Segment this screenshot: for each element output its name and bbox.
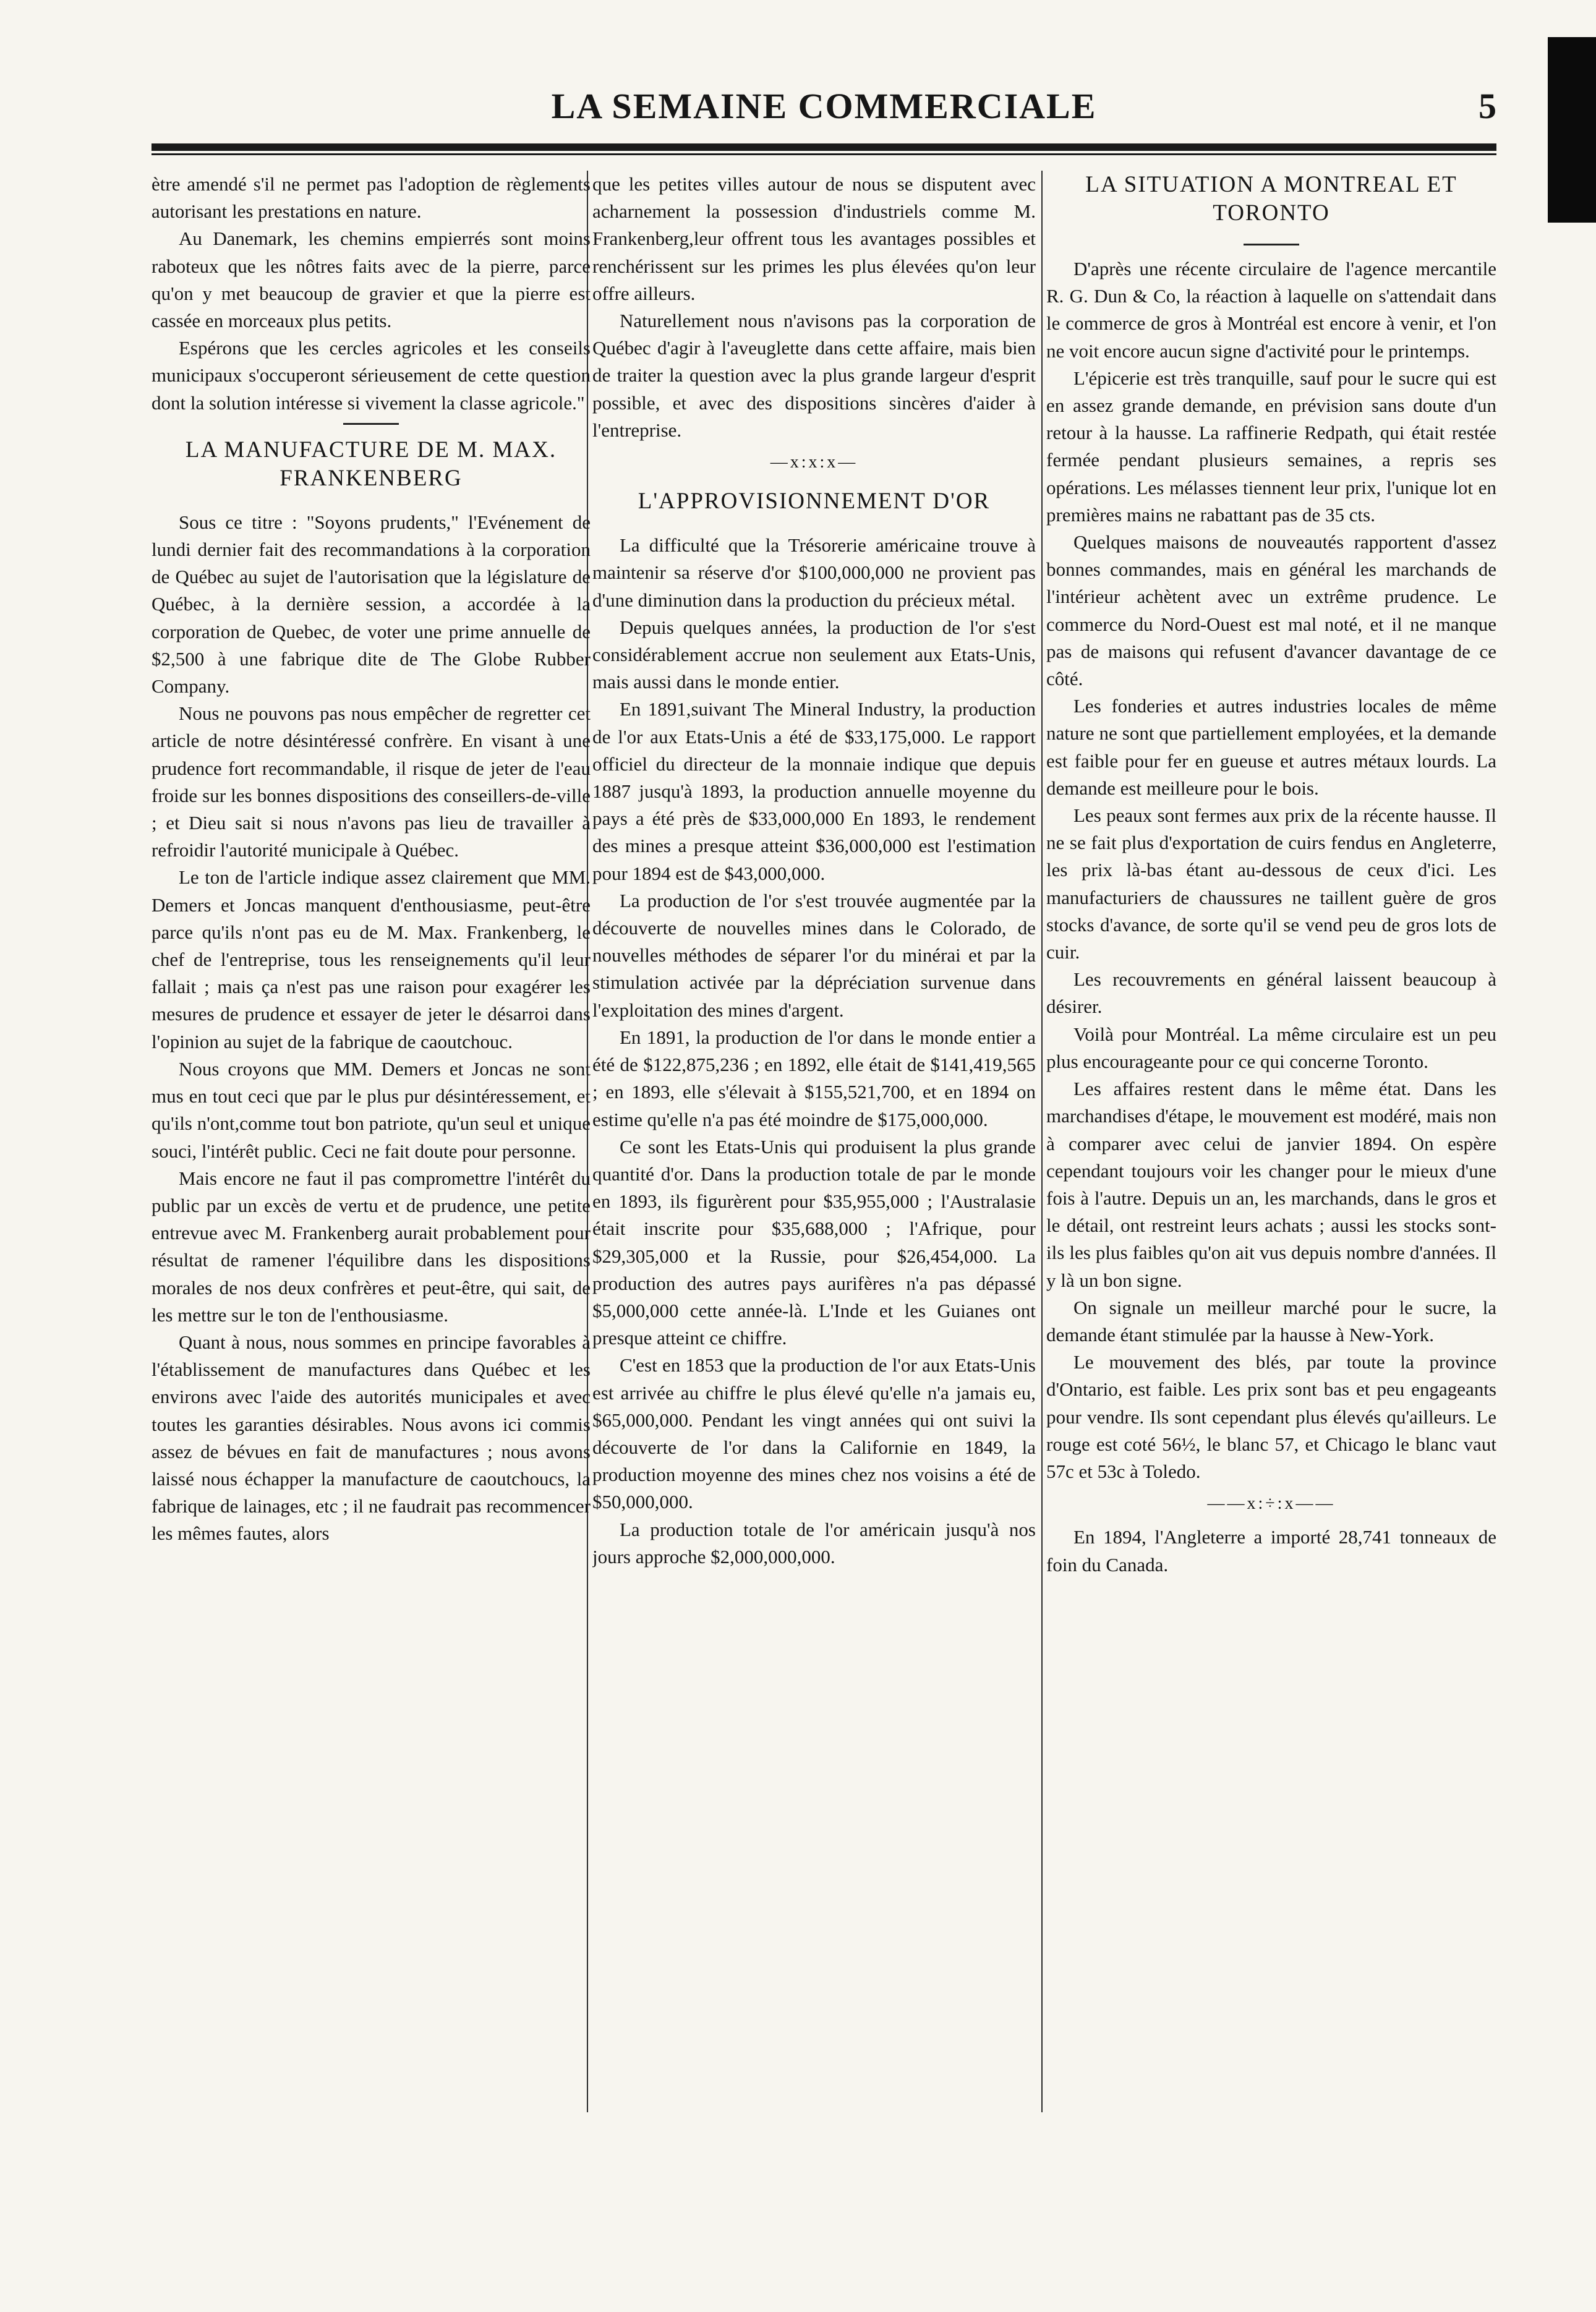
paragraph: Le mouvement des blés, par toute la province d'Ontario, est faible. Les prix sont bas et peu engageants pour vendre. Ils sont cependant plus élevés qu'ailleurs. Le rouge est coté 56½, le blanc 57, et Chicago le blanc vaut 57c et 53c à Toledo. — [1046, 1351, 1496, 1482]
paragraph: Les affaires restent dans le même état. Dans les marchandises d'étape, le mouvement est modéré, mais non à comparer avec celui de janvier 1894. On espère cependant toujours voir les changer pour le mieux d'une fois à l'autre. Depuis un an, les marchands, dans le gros et le détail, ont restreint leurs achats ; aussi les stocks sont-ils les plus faibles qu'on ait vus depuis nombre d'années. Il y là un bon signe. — [1046, 1078, 1496, 1291]
paragraph: Quant à nous, nous sommes en principe favorables à l'établissement de manufactures dans Québec et les environs avec l'aide des autorités municipales et avec toutes les garanties désirables. Nous avons ici commis assez de bévues en fait de manufactures ; nous avons laissé nous échapper la manufacture de caoutchoucs, la fabrique de lainages, etc ; il ne faudrait pas recommencer les mêmes fautes, alors — [151, 1331, 591, 1545]
paragraph: que les petites villes autour de nous se disputent avec acharnement la possession d'industriels comme M. Frankenberg,leur offrent tous les avantages possibles et renchérissent sur les primes les plus élevées qu'on leur offre ailleurs. — [592, 173, 1036, 304]
paragraph: Nous croyons que MM. Demers et Joncas ne sont mus en tout ceci que par le plus pur désintéressement, et qu'ils n'ont,comme tout bon patriote, qu'un seul et unique souci, l'intérêt public. Ceci ne fait doute pour personne. — [151, 1057, 591, 1162]
separator — [343, 423, 399, 425]
paragraph: La production de l'or s'est trouvée augmentée par la découverte de nouvelles mines dans le Colorado, de nouvelles méthodes de séparer l'or du minérai et par la stimulation activée par la dépréciation survenue dans l'exploitation des mines d'argent. — [592, 889, 1036, 1021]
paragraph: Les peaux sont fermes aux prix de la récente hausse. Il ne se fait plus d'exportation de cuirs fendus en Angleterre, les prix là-bas étant au-dessous de ceux d'ici. Les manufacturiers de chaussures ne taillent guère de gros stocks d'avance, de sorte qu'il se vend peu de gros lots de cuir. — [1046, 804, 1496, 963]
paragraph: La difficulté que la Trésorerie américaine trouve à maintenir sa réserve d'or $100,000,000 ne provient pas d'une diminution dans la production du précieux métal. — [592, 534, 1036, 611]
paragraph: L'épicerie est très tranquille, sauf pour le sucre qui est en assez grande demande, en prévision sans doute d'un retour à la hausse. La raffinerie Redpath, qui était restée fermée pendant plusieurs semaines, a repris ses opérations. Les mélasses tiennent leur prix, l'unique lot en premières mains ne rabattant pas de 35 cts. — [1046, 367, 1496, 526]
page-number: 5 — [1479, 86, 1496, 126]
paragraph: Naturellement nous n'avisons pas la corporation de Québec d'agir à l'aveuglette dans cette affaire, mais bien de traiter la question avec la plus grande largeur d'esprit possible, et avec des dispositions sincères d'aider à l'entreprise. — [592, 310, 1036, 441]
paragraph: C'est en 1853 que la production de l'or aux Etats-Unis est arrivée au chiffre le plus élevé qu'elle n'a jamais eu, $65,000,000. Pendant les vingt années qui ont suivi la découverte de l'or dans la Californie en 1849, la production moyenne des mines chez nos voisins a été de $50,000,000. — [592, 1354, 1036, 1513]
article-heading: L'APPROVISIONNEMENT D'OR — [638, 488, 991, 514]
paragraph: Ce sont les Etats-Unis qui produisent la plus grande quantité d'or. Dans la production totale de par le monde en 1893, ils figurèrent pour $35,955,000 ; l'Australasie était inscrite pour $35,688,000 ; l'Afrique, pour $29,305,000 et la Russie, pour $26,454,000. La production des autres pays aurifères n'a pas dépassé $5,000,000 cette année-là. L'Inde et les Guianes ont presque atteint ce chiffre. — [592, 1135, 1036, 1349]
paragraph: Sous ce titre : "Soyons prudents," l'Evénement de lundi dernier fait des recommandations à la corporation de Québec au sujet de l'autorisation que la législature de Québec, à la dernière session, a accordée à la corporation de Quebec, de voter une prime annuelle de $2,500 à une fabrique dite de The Globe Rubber Company. — [151, 511, 591, 697]
paragraph: La production totale de l'or américain jusqu'à nos jours approche $2,000,000,000. — [592, 1518, 1036, 1568]
paragraph: Les fonderies et autres industries locales de même nature ne sont que partiellement employées, et la demande est faible pour fer en gueuse et autres métaux lourds. La demande est meilleure pour le bois. — [1046, 695, 1496, 799]
article-heading: LA SITUATION A MONTREAL ET TORONTO — [1085, 172, 1457, 226]
paragraph: Nous ne pouvons pas nous empêcher de regretter cet article de notre désintéressé confrère. En visant à une prudence fort recommandable, il risque de jeter de l'eau froide sur les bonnes dispositions des conseillers-de-ville ; et Dieu sait si nous n'avons pas lieu de travailler à refroidir l'autorité municipale à Québec. — [151, 702, 591, 861]
paragraph: ètre amendé s'il ne permet pas l'adoption de règlements autorisant les prestations en nature. — [151, 173, 591, 223]
paragraph: On signale un meilleur marché pour le sucre, la demande étant stimulée par la hausse à New-York. — [1046, 1296, 1496, 1346]
column-divider — [1041, 171, 1043, 2112]
article-heading: LA MANUFACTURE DE M. MAX. FRANKENBERG — [185, 437, 557, 491]
column-3 — [1046, 171, 1496, 2112]
column-2 — [592, 171, 1036, 2112]
paragraph: Le ton de l'article indique assez clairement que MM. Demers et Joncas manquent d'enthousiasme, peut-être parce qu'ils n'ont pas eu de M. Max. Frankenberg, le chef de l'entreprise, tous les renseignements qu'il leur fallait ; mais ça n'est pas une raison pour exagérer les mesures de prudence et essayer de jeter le désarroi dans l'opinion au sujet de la fabrique de caoutchouc. — [151, 866, 591, 1052]
header-rule — [151, 143, 1496, 151]
paragraph: Quelques maisons de nouveautés rapportent d'assez bonnes commandes, mais en général les marchands de l'intérieur achètent avec un extrême prudence. Le commerce du Nord-Ouest est mal noté, et il ne manque pas de maisons qui refusent d'avancer davantage de ce côté. — [1046, 531, 1496, 690]
paragraph: Les recouvrements en général laissent beaucoup à désirer. — [1046, 968, 1496, 1018]
page-header — [151, 85, 1496, 141]
paragraph: Au Danemark, les chemins empierrés sont moins raboteux que les nôtres faits avec de la pierre, parce qu'on y met beaucoup de gravier et que la pierre est cassée en morceaux plus petits. — [151, 228, 591, 332]
paragraph: Espérons que les cercles agricoles et les conseils municipaux s'occuperont sérieusement de cette question dont la solution intéresse si vivement la classe agricole." — [151, 337, 591, 414]
scan-edge — [1548, 37, 1596, 223]
separator: —x:x:x— — [770, 453, 858, 472]
header-rule-thin — [151, 153, 1496, 155]
paragraph: D'après une récente circulaire de l'agence mercantile R. G. Dun & Co, la réaction à laquelle on s'attendait dans le commerce de gros à Montréal est encore à venir, et l'on ne voit encore aucun signe d'activité pour le printemps. — [1046, 258, 1496, 362]
paragraph: Depuis quelques années, la production de l'or s'est considérablement accrue non seulement aux Etats-Unis, mais aussi dans le monde entier. — [592, 616, 1036, 693]
newspaper-title: LA SEMAINE COMMERCIALE — [551, 86, 1097, 126]
paragraph: En 1894, l'Angleterre a importé 28,741 tonneaux de foin du Canada. — [1046, 1526, 1496, 1576]
paragraph: Voilà pour Montréal. La même circulaire est un peu plus encourageante pour ce qui concerne Toronto. — [1046, 1023, 1496, 1072]
separator — [1244, 244, 1299, 245]
paragraph: En 1891, la production de l'or dans le monde entier a été de $122,875,236 ; en 1892, elle était de $141,419,565 ; en 1893, elle s'élevait à $155,521,700, et en 1894 on estime qu'elle n'a pas été moindre de $175,000,000. — [592, 1026, 1036, 1130]
paragraph: Mais encore ne faut il pas compromettre l'intérêt du public par un excès de vertu et de prudence, une petite entrevue avec M. Frankenberg aurait probablement pour résultat de ramener l'équilibre dans les dispositions morales de nos deux confrères et peut-être, qui sait, de les mettre sur le ton de l'enthousiasme. — [151, 1167, 591, 1326]
paragraph: En 1891,suivant The Mineral Industry, la production de l'or aux Etats-Unis a été de $33,175,000. Le rapport officiel du directeur de la monnaie indique que depuis 1887 jusqu'à 1893, la production annuelle moyenne du pays a été près de $33,000,000 En 1893, le rendement des mines a presque atteint $36,000,000 est l'estimation pour 1894 est de $43,000,000. — [592, 698, 1036, 884]
column-1 — [151, 171, 591, 2112]
separator: ——x:÷:x—— — [1207, 1494, 1336, 1514]
